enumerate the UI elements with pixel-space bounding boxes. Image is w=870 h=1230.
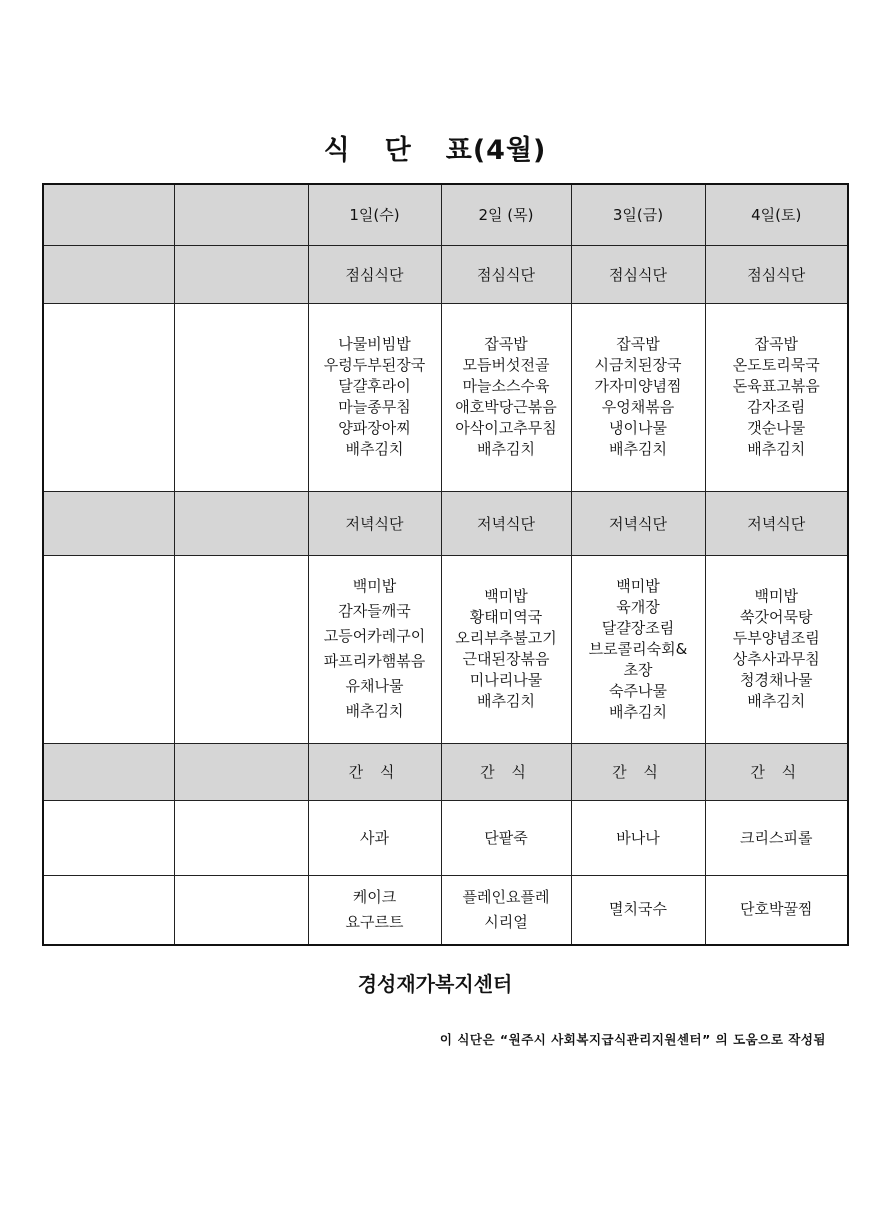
blank-cell (174, 743, 308, 800)
snack-item (571, 875, 705, 945)
snack-row-1 (43, 800, 848, 875)
dish-item: 배추김치 (747, 440, 806, 458)
dish-item: 케이크 (352, 887, 397, 906)
dish-item: 잡곡밥 (616, 335, 660, 353)
dish-item: 나물비빔밥 (338, 335, 411, 353)
dish-item: 시금치된장국 (594, 356, 682, 374)
lunch-menu (571, 303, 705, 491)
dish-item: 돈육표고볶음 (732, 377, 820, 395)
dish-item: 우엉채볶음 (601, 398, 675, 416)
blank-cell (174, 555, 308, 743)
snack-label-row (43, 743, 848, 800)
lunch-menu (705, 303, 848, 491)
dish-item: 시리얼 (484, 912, 528, 931)
blank-cell (43, 800, 174, 875)
dish-item: 숙주나물 (609, 681, 667, 700)
dish-item: 온도토리묵국 (732, 356, 820, 374)
dish-item: 초장 (623, 660, 653, 679)
dish-item: 갯순나물 (747, 419, 806, 437)
dish-item: 달걀후라이 (338, 377, 411, 395)
blank-cell (43, 491, 174, 555)
snack-item: 단팥죽 (441, 800, 571, 875)
dish-item: 감자조림 (747, 398, 806, 416)
dish-item: 백미밥 (754, 587, 798, 605)
lunch-label-row (43, 245, 848, 303)
snack-item (441, 875, 571, 945)
dinner-label: 저녁식단 (441, 491, 571, 555)
blank-cell (43, 555, 174, 743)
snack-label: 간 식 (705, 743, 848, 800)
blank-cell (174, 800, 308, 875)
footer-note: 이 식단은 “원주시 사회복지급식관리지원센터” 의 도움으로 작성됨 (439, 1032, 826, 1047)
dish-item: 달걀장조림 (601, 618, 675, 637)
day-header: 4일(토) (705, 184, 848, 245)
dish-item: 브로콜리숙회& (588, 639, 688, 658)
dinner-label-row (43, 491, 848, 555)
dish-item: 오리부추불고기 (455, 629, 557, 647)
snack-item: 바나나 (571, 800, 705, 875)
center-name: 경성재가복지센터 (357, 972, 513, 996)
dish-item: 쑥갓어묵탕 (740, 608, 813, 626)
dish-item: 배추김치 (477, 692, 535, 710)
dish-item: 배추김치 (747, 692, 806, 710)
dish-item: 근대된장볶음 (462, 650, 550, 668)
snack-label: 간 식 (441, 743, 571, 800)
dish-item: 청경채나물 (740, 671, 813, 689)
blank-cell (43, 184, 174, 245)
lunch-label: 점심식단 (308, 245, 441, 303)
dinner-menu (441, 555, 571, 743)
dish-item: 마늘종무침 (338, 398, 411, 416)
snack-item: 사과 (308, 800, 441, 875)
blank-cell (43, 303, 174, 491)
dish-item: 냉이나물 (609, 419, 667, 437)
dish-item: 배추김치 (609, 440, 667, 458)
dish-item: 양파장아찌 (338, 419, 411, 437)
snack-label: 간 식 (571, 743, 705, 800)
blank-cell (174, 245, 308, 303)
dish-item: 백미밥 (616, 576, 660, 595)
dish-item: 배추김치 (345, 702, 404, 720)
dish-item: 육개장 (616, 597, 660, 616)
lunch-label: 점심식단 (705, 245, 848, 303)
snack-label: 간 식 (308, 743, 441, 800)
snack-item (308, 875, 441, 945)
dish-item: 단호박꿀찜 (740, 900, 813, 919)
dish-item: 플레인요플레 (462, 887, 550, 906)
day-header: 3일(금) (571, 184, 705, 245)
dish-item: 아삭이고추무침 (455, 419, 557, 437)
snack-row-2 (43, 875, 848, 945)
dinner-row (43, 555, 848, 743)
dish-item: 가자미양념찜 (594, 377, 682, 395)
dish-item: 배추김치 (477, 440, 535, 458)
dish-item: 요구르트 (345, 912, 404, 931)
dish-item: 두부양념조림 (732, 629, 820, 647)
dish-item: 백미밥 (352, 577, 397, 595)
dish-item: 잡곡밥 (484, 335, 528, 353)
dish-item: 황태미역국 (469, 608, 543, 626)
snack-item: 크리스피롤 (705, 800, 848, 875)
blank-cell (43, 875, 174, 945)
blank-cell (43, 245, 174, 303)
dinner-label: 저녁식단 (571, 491, 705, 555)
snack-item (705, 875, 848, 945)
dish-item: 고등어카레구이 (323, 627, 426, 645)
blank-cell (174, 875, 308, 945)
dish-item: 모듬버섯전골 (462, 356, 550, 374)
blank-cell (174, 491, 308, 555)
menu-table (42, 183, 849, 946)
blank-cell (43, 743, 174, 800)
lunch-menu (441, 303, 571, 491)
dinner-label: 저녁식단 (308, 491, 441, 555)
dinner-menu (308, 555, 441, 743)
dish-item: 배추김치 (609, 702, 667, 721)
dish-item: 백미밥 (484, 587, 528, 605)
dinner-label: 저녁식단 (705, 491, 848, 555)
day-header: 1일(수) (308, 184, 441, 245)
day-header-row (43, 184, 848, 245)
dish-item: 잡곡밥 (754, 335, 798, 353)
dish-item: 감자들깨국 (338, 602, 411, 620)
dish-item: 마늘소스수육 (462, 377, 550, 395)
dish-item: 배추김치 (345, 440, 404, 458)
page-title: 식 단 표(4월) (323, 135, 547, 166)
lunch-label: 점심식단 (441, 245, 571, 303)
lunch-menu (308, 303, 441, 491)
lunch-row (43, 303, 848, 491)
dish-item: 파프리카햄볶음 (323, 652, 426, 670)
dish-item: 미나리나물 (469, 671, 543, 689)
dish-item: 유채나물 (345, 677, 404, 695)
dish-item: 상추사과무침 (732, 650, 820, 668)
dish-item: 멸치국수 (609, 900, 667, 919)
lunch-label: 점심식단 (571, 245, 705, 303)
dinner-menu (571, 555, 705, 743)
dinner-menu (705, 555, 848, 743)
day-header: 2일 (목) (441, 184, 571, 245)
blank-cell (174, 303, 308, 491)
blank-cell (174, 184, 308, 245)
dish-item: 애호박당근볶음 (455, 398, 557, 416)
dish-item: 우렁두부된장국 (323, 356, 426, 374)
